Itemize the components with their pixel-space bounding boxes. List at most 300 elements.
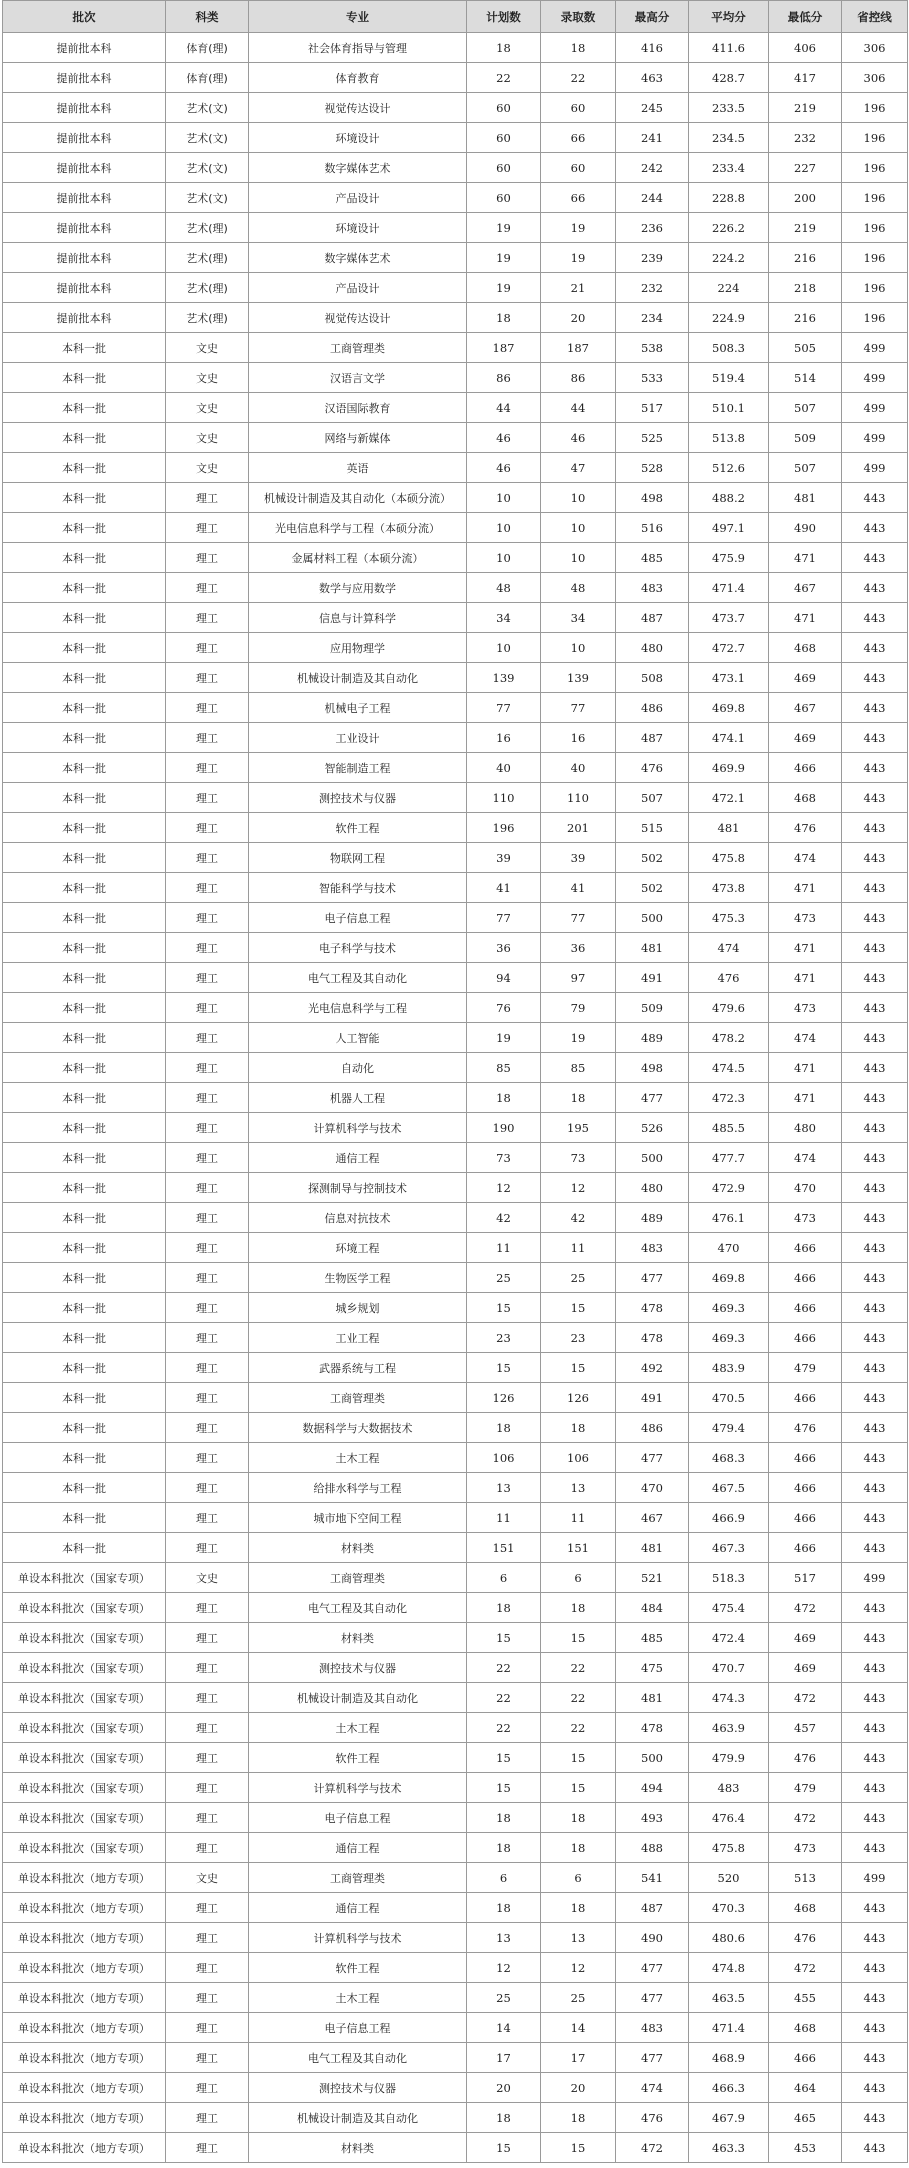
min-score-cell: 218 — [769, 273, 842, 303]
batch-cell: 本科一批 — [3, 753, 166, 783]
avg-score-cell: 474.5 — [689, 1053, 769, 1083]
min-score-cell: 471 — [769, 963, 842, 993]
plan-count-cell: 34 — [467, 603, 541, 633]
min-score-cell: 473 — [769, 1833, 842, 1863]
header-avg-score: 平均分 — [689, 1, 769, 33]
min-score-cell: 219 — [769, 213, 842, 243]
category-cell: 艺术(文) — [166, 93, 249, 123]
avg-score-cell: 469.3 — [689, 1323, 769, 1353]
table-header-row — [3, 1, 908, 33]
avg-score-cell: 476 — [689, 963, 769, 993]
major-cell: 工业设计 — [249, 723, 467, 753]
batch-cell: 本科一批 — [3, 1023, 166, 1053]
avg-score-cell: 466.9 — [689, 1503, 769, 1533]
admitted-count-cell: 10 — [541, 513, 616, 543]
category-cell: 艺术(文) — [166, 183, 249, 213]
control-line-cell: 443 — [842, 1173, 908, 1203]
major-cell: 城市地下空间工程 — [249, 1503, 467, 1533]
major-cell: 生物医学工程 — [249, 1263, 467, 1293]
control-line-cell: 443 — [842, 1923, 908, 1953]
admitted-count-cell: 15 — [541, 1743, 616, 1773]
batch-cell: 提前批本科 — [3, 303, 166, 333]
category-cell: 理工 — [166, 1653, 249, 1683]
min-score-cell: 219 — [769, 93, 842, 123]
plan-count-cell: 77 — [467, 903, 541, 933]
control-line-cell: 196 — [842, 273, 908, 303]
admitted-count-cell: 48 — [541, 573, 616, 603]
max-score-cell: 509 — [616, 993, 689, 1023]
major-cell: 材料类 — [249, 1533, 467, 1563]
table-row — [3, 453, 908, 483]
max-score-cell: 498 — [616, 1053, 689, 1083]
max-score-cell: 502 — [616, 873, 689, 903]
admitted-count-cell: 41 — [541, 873, 616, 903]
admitted-count-cell: 23 — [541, 1323, 616, 1353]
min-score-cell: 509 — [769, 423, 842, 453]
header-plan-count: 计划数 — [467, 1, 541, 33]
major-cell: 软件工程 — [249, 1953, 467, 1983]
avg-score-cell: 497.1 — [689, 513, 769, 543]
min-score-cell: 467 — [769, 693, 842, 723]
min-score-cell: 457 — [769, 1713, 842, 1743]
header-admitted-count: 录取数 — [541, 1, 616, 33]
control-line-cell: 443 — [842, 1683, 908, 1713]
min-score-cell: 455 — [769, 1983, 842, 2013]
table-row — [3, 1923, 908, 1953]
major-cell: 测控技术与仪器 — [249, 1653, 467, 1683]
admitted-count-cell: 195 — [541, 1113, 616, 1143]
category-cell: 理工 — [166, 483, 249, 513]
major-cell: 材料类 — [249, 1623, 467, 1653]
plan-count-cell: 25 — [467, 1983, 541, 2013]
category-cell: 理工 — [166, 1713, 249, 1743]
batch-cell: 本科一批 — [3, 843, 166, 873]
major-cell: 测控技术与仪器 — [249, 783, 467, 813]
admitted-count-cell: 20 — [541, 2073, 616, 2103]
table-row — [3, 183, 908, 213]
admitted-count-cell: 11 — [541, 1233, 616, 1263]
major-cell: 给排水科学与工程 — [249, 1473, 467, 1503]
min-score-cell: 469 — [769, 1653, 842, 1683]
category-cell: 理工 — [166, 513, 249, 543]
table-row — [3, 933, 908, 963]
table-row — [3, 303, 908, 333]
major-cell: 电子信息工程 — [249, 903, 467, 933]
avg-score-cell: 467.3 — [689, 1533, 769, 1563]
min-score-cell: 417 — [769, 63, 842, 93]
table-row — [3, 1413, 908, 1443]
table-row — [3, 1443, 908, 1473]
avg-score-cell: 463.5 — [689, 1983, 769, 2013]
max-score-cell: 489 — [616, 1203, 689, 1233]
avg-score-cell: 473.8 — [689, 873, 769, 903]
plan-count-cell: 187 — [467, 333, 541, 363]
control-line-cell: 443 — [842, 1353, 908, 1383]
max-score-cell: 491 — [616, 1383, 689, 1413]
max-score-cell: 480 — [616, 633, 689, 663]
table-row — [3, 513, 908, 543]
table-row — [3, 1203, 908, 1233]
major-cell: 电气工程及其自动化 — [249, 1593, 467, 1623]
category-cell: 体育(理) — [166, 33, 249, 63]
major-cell: 工商管理类 — [249, 333, 467, 363]
batch-cell: 提前批本科 — [3, 123, 166, 153]
category-cell: 理工 — [166, 1443, 249, 1473]
plan-count-cell: 11 — [467, 1233, 541, 1263]
table-row — [3, 903, 908, 933]
category-cell: 理工 — [166, 1113, 249, 1143]
admitted-count-cell: 12 — [541, 1953, 616, 1983]
header-min-score: 最低分 — [769, 1, 842, 33]
control-line-cell: 443 — [842, 1323, 908, 1353]
batch-cell: 提前批本科 — [3, 213, 166, 243]
admitted-count-cell: 10 — [541, 483, 616, 513]
max-score-cell: 475 — [616, 1653, 689, 1683]
max-score-cell: 245 — [616, 93, 689, 123]
control-line-cell: 443 — [842, 2133, 908, 2163]
control-line-cell: 196 — [842, 153, 908, 183]
plan-count-cell: 190 — [467, 1113, 541, 1143]
max-score-cell: 481 — [616, 933, 689, 963]
control-line-cell: 499 — [842, 393, 908, 423]
plan-count-cell: 12 — [467, 1173, 541, 1203]
plan-count-cell: 60 — [467, 183, 541, 213]
admitted-count-cell: 17 — [541, 2043, 616, 2073]
major-cell: 城乡规划 — [249, 1293, 467, 1323]
min-score-cell: 476 — [769, 1413, 842, 1443]
batch-cell: 单设本科批次（地方专项） — [3, 2073, 166, 2103]
max-score-cell: 533 — [616, 363, 689, 393]
category-cell: 理工 — [166, 813, 249, 843]
avg-score-cell: 471.4 — [689, 573, 769, 603]
plan-count-cell: 6 — [467, 1863, 541, 1893]
avg-score-cell: 233.4 — [689, 153, 769, 183]
major-cell: 工商管理类 — [249, 1563, 467, 1593]
major-cell: 视觉传达设计 — [249, 303, 467, 333]
category-cell: 理工 — [166, 1773, 249, 1803]
major-cell: 计算机科学与技术 — [249, 1923, 467, 1953]
avg-score-cell: 508.3 — [689, 333, 769, 363]
plan-count-cell: 22 — [467, 63, 541, 93]
batch-cell: 提前批本科 — [3, 153, 166, 183]
category-cell: 理工 — [166, 933, 249, 963]
control-line-cell: 443 — [842, 1233, 908, 1263]
avg-score-cell: 468.9 — [689, 2043, 769, 2073]
min-score-cell: 480 — [769, 1113, 842, 1143]
admitted-count-cell: 18 — [541, 33, 616, 63]
admitted-count-cell: 15 — [541, 1773, 616, 1803]
admitted-count-cell: 6 — [541, 1563, 616, 1593]
batch-cell: 单设本科批次（地方专项） — [3, 1983, 166, 2013]
plan-count-cell: 44 — [467, 393, 541, 423]
header-major: 专业 — [249, 1, 467, 33]
avg-score-cell: 224.2 — [689, 243, 769, 273]
min-score-cell: 466 — [769, 1233, 842, 1263]
max-score-cell: 241 — [616, 123, 689, 153]
table-row — [3, 1773, 908, 1803]
category-cell: 理工 — [166, 1383, 249, 1413]
plan-count-cell: 46 — [467, 453, 541, 483]
major-cell: 光电信息科学与工程 — [249, 993, 467, 1023]
min-score-cell: 466 — [769, 1443, 842, 1473]
avg-score-cell: 520 — [689, 1863, 769, 1893]
major-cell: 计算机科学与技术 — [249, 1113, 467, 1143]
max-score-cell: 484 — [616, 1593, 689, 1623]
control-line-cell: 196 — [842, 213, 908, 243]
avg-score-cell: 474.3 — [689, 1683, 769, 1713]
avg-score-cell: 469.3 — [689, 1293, 769, 1323]
table-row — [3, 1953, 908, 1983]
plan-count-cell: 10 — [467, 483, 541, 513]
max-score-cell: 487 — [616, 603, 689, 633]
control-line-cell: 443 — [842, 1893, 908, 1923]
major-cell: 汉语国际教育 — [249, 393, 467, 423]
major-cell: 光电信息科学与工程（本硕分流） — [249, 513, 467, 543]
avg-score-cell: 476.1 — [689, 1203, 769, 1233]
table-row — [3, 783, 908, 813]
min-score-cell: 471 — [769, 543, 842, 573]
batch-cell: 单设本科批次（地方专项） — [3, 2103, 166, 2133]
batch-cell: 本科一批 — [3, 783, 166, 813]
avg-score-cell: 475.3 — [689, 903, 769, 933]
plan-count-cell: 94 — [467, 963, 541, 993]
avg-score-cell: 479.9 — [689, 1743, 769, 1773]
control-line-cell: 443 — [842, 693, 908, 723]
max-score-cell: 516 — [616, 513, 689, 543]
avg-score-cell: 472.7 — [689, 633, 769, 663]
max-score-cell: 480 — [616, 1173, 689, 1203]
major-cell: 软件工程 — [249, 1743, 467, 1773]
category-cell: 理工 — [166, 1533, 249, 1563]
plan-count-cell: 18 — [467, 1083, 541, 1113]
max-score-cell: 478 — [616, 1323, 689, 1353]
batch-cell: 本科一批 — [3, 1353, 166, 1383]
min-score-cell: 467 — [769, 573, 842, 603]
min-score-cell: 471 — [769, 1053, 842, 1083]
category-cell: 理工 — [166, 1623, 249, 1653]
control-line-cell: 443 — [842, 2013, 908, 2043]
batch-cell: 单设本科批次（地方专项） — [3, 1923, 166, 1953]
major-cell: 机械设计制造及其自动化 — [249, 1683, 467, 1713]
max-score-cell: 488 — [616, 1833, 689, 1863]
max-score-cell: 508 — [616, 663, 689, 693]
plan-count-cell: 15 — [467, 1623, 541, 1653]
table-row — [3, 2073, 908, 2103]
control-line-cell: 443 — [842, 483, 908, 513]
avg-score-cell: 488.2 — [689, 483, 769, 513]
control-line-cell: 443 — [842, 753, 908, 783]
max-score-cell: 494 — [616, 1773, 689, 1803]
category-cell: 理工 — [166, 1173, 249, 1203]
admitted-count-cell: 22 — [541, 1653, 616, 1683]
min-score-cell: 468 — [769, 633, 842, 663]
min-score-cell: 472 — [769, 1953, 842, 1983]
control-line-cell: 196 — [842, 123, 908, 153]
table-row — [3, 63, 908, 93]
avg-score-cell: 226.2 — [689, 213, 769, 243]
batch-cell: 本科一批 — [3, 1383, 166, 1413]
min-score-cell: 473 — [769, 1203, 842, 1233]
table-row — [3, 273, 908, 303]
plan-count-cell: 41 — [467, 873, 541, 903]
category-cell: 理工 — [166, 2073, 249, 2103]
batch-cell: 本科一批 — [3, 1413, 166, 1443]
admitted-count-cell: 46 — [541, 423, 616, 453]
table-row — [3, 2103, 908, 2133]
min-score-cell: 476 — [769, 813, 842, 843]
batch-cell: 单设本科批次（地方专项） — [3, 2013, 166, 2043]
major-cell: 数字媒体艺术 — [249, 243, 467, 273]
control-line-cell: 443 — [842, 1503, 908, 1533]
table-row — [3, 1683, 908, 1713]
avg-score-cell: 519.4 — [689, 363, 769, 393]
admitted-count-cell: 10 — [541, 543, 616, 573]
min-score-cell: 472 — [769, 1593, 842, 1623]
control-line-cell: 443 — [842, 903, 908, 933]
max-score-cell: 485 — [616, 1623, 689, 1653]
plan-count-cell: 22 — [467, 1713, 541, 1743]
table-row — [3, 1473, 908, 1503]
max-score-cell: 493 — [616, 1803, 689, 1833]
control-line-cell: 443 — [842, 1593, 908, 1623]
batch-cell: 单设本科批次（地方专项） — [3, 1893, 166, 1923]
batch-cell: 本科一批 — [3, 543, 166, 573]
admitted-count-cell: 18 — [541, 1803, 616, 1833]
control-line-cell: 306 — [842, 63, 908, 93]
batch-cell: 本科一批 — [3, 393, 166, 423]
batch-cell: 提前批本科 — [3, 183, 166, 213]
max-score-cell: 477 — [616, 1953, 689, 1983]
min-score-cell: 474 — [769, 1143, 842, 1173]
admitted-count-cell: 16 — [541, 723, 616, 753]
batch-cell: 单设本科批次（地方专项） — [3, 1863, 166, 1893]
max-score-cell: 486 — [616, 693, 689, 723]
category-cell: 艺术(理) — [166, 273, 249, 303]
table-row — [3, 1083, 908, 1113]
plan-count-cell: 16 — [467, 723, 541, 753]
plan-count-cell: 22 — [467, 1653, 541, 1683]
control-line-cell: 443 — [842, 1983, 908, 2013]
max-score-cell: 232 — [616, 273, 689, 303]
batch-cell: 单设本科批次（地方专项） — [3, 2133, 166, 2163]
admitted-count-cell: 36 — [541, 933, 616, 963]
major-cell: 电子科学与技术 — [249, 933, 467, 963]
header-category: 科类 — [166, 1, 249, 33]
min-score-cell: 466 — [769, 1473, 842, 1503]
min-score-cell: 471 — [769, 603, 842, 633]
max-score-cell: 538 — [616, 333, 689, 363]
min-score-cell: 469 — [769, 1623, 842, 1653]
max-score-cell: 502 — [616, 843, 689, 873]
max-score-cell: 478 — [616, 1713, 689, 1743]
avg-score-cell: 474 — [689, 933, 769, 963]
control-line-cell: 443 — [842, 1293, 908, 1323]
admitted-count-cell: 139 — [541, 663, 616, 693]
major-cell: 土木工程 — [249, 1713, 467, 1743]
plan-count-cell: 14 — [467, 2013, 541, 2043]
admitted-count-cell: 44 — [541, 393, 616, 423]
batch-cell: 本科一批 — [3, 1113, 166, 1143]
table-row — [3, 1503, 908, 1533]
admitted-count-cell: 40 — [541, 753, 616, 783]
max-score-cell: 491 — [616, 963, 689, 993]
avg-score-cell: 518.3 — [689, 1563, 769, 1593]
control-line-cell: 443 — [842, 513, 908, 543]
avg-score-cell: 512.6 — [689, 453, 769, 483]
plan-count-cell: 23 — [467, 1323, 541, 1353]
category-cell: 理工 — [166, 1233, 249, 1263]
avg-score-cell: 476.4 — [689, 1803, 769, 1833]
category-cell: 理工 — [166, 753, 249, 783]
max-score-cell: 500 — [616, 1743, 689, 1773]
max-score-cell: 528 — [616, 453, 689, 483]
min-score-cell: 505 — [769, 333, 842, 363]
batch-cell: 本科一批 — [3, 1173, 166, 1203]
max-score-cell: 463 — [616, 63, 689, 93]
major-cell: 环境设计 — [249, 123, 467, 153]
control-line-cell: 443 — [842, 2073, 908, 2103]
table-row — [3, 1563, 908, 1593]
admitted-count-cell: 187 — [541, 333, 616, 363]
admitted-count-cell: 25 — [541, 1983, 616, 2013]
avg-score-cell: 224 — [689, 273, 769, 303]
major-cell: 社会体育指导与管理 — [249, 33, 467, 63]
control-line-cell: 443 — [842, 1383, 908, 1413]
table-row — [3, 873, 908, 903]
admitted-count-cell: 34 — [541, 603, 616, 633]
plan-count-cell: 85 — [467, 1053, 541, 1083]
avg-score-cell: 224.9 — [689, 303, 769, 333]
batch-cell: 本科一批 — [3, 1503, 166, 1533]
control-line-cell: 443 — [842, 1413, 908, 1443]
admitted-count-cell: 126 — [541, 1383, 616, 1413]
table-row — [3, 363, 908, 393]
table-row — [3, 1023, 908, 1053]
table-row — [3, 123, 908, 153]
batch-cell: 本科一批 — [3, 693, 166, 723]
control-line-cell: 443 — [842, 723, 908, 753]
admitted-count-cell: 201 — [541, 813, 616, 843]
control-line-cell: 443 — [842, 1953, 908, 1983]
max-score-cell: 483 — [616, 573, 689, 603]
table-row — [3, 1593, 908, 1623]
batch-cell: 本科一批 — [3, 1443, 166, 1473]
table-row — [3, 1233, 908, 1263]
plan-count-cell: 139 — [467, 663, 541, 693]
plan-count-cell: 12 — [467, 1953, 541, 1983]
control-line-cell: 443 — [842, 1263, 908, 1293]
table-row — [3, 1293, 908, 1323]
table-row — [3, 423, 908, 453]
major-cell: 计算机科学与技术 — [249, 1773, 467, 1803]
batch-cell: 本科一批 — [3, 453, 166, 483]
admission-scores-table — [2, 0, 908, 2163]
admitted-count-cell: 13 — [541, 1473, 616, 1503]
admitted-count-cell: 42 — [541, 1203, 616, 1233]
batch-cell: 本科一批 — [3, 363, 166, 393]
major-cell: 机械设计制造及其自动化 — [249, 2103, 467, 2133]
admitted-count-cell: 66 — [541, 183, 616, 213]
major-cell: 应用物理学 — [249, 633, 467, 663]
min-score-cell: 232 — [769, 123, 842, 153]
table-row — [3, 1653, 908, 1683]
avg-score-cell: 469.9 — [689, 753, 769, 783]
plan-count-cell: 18 — [467, 2103, 541, 2133]
control-line-cell: 443 — [842, 603, 908, 633]
table-row — [3, 633, 908, 663]
plan-count-cell: 126 — [467, 1383, 541, 1413]
control-line-cell: 443 — [842, 573, 908, 603]
